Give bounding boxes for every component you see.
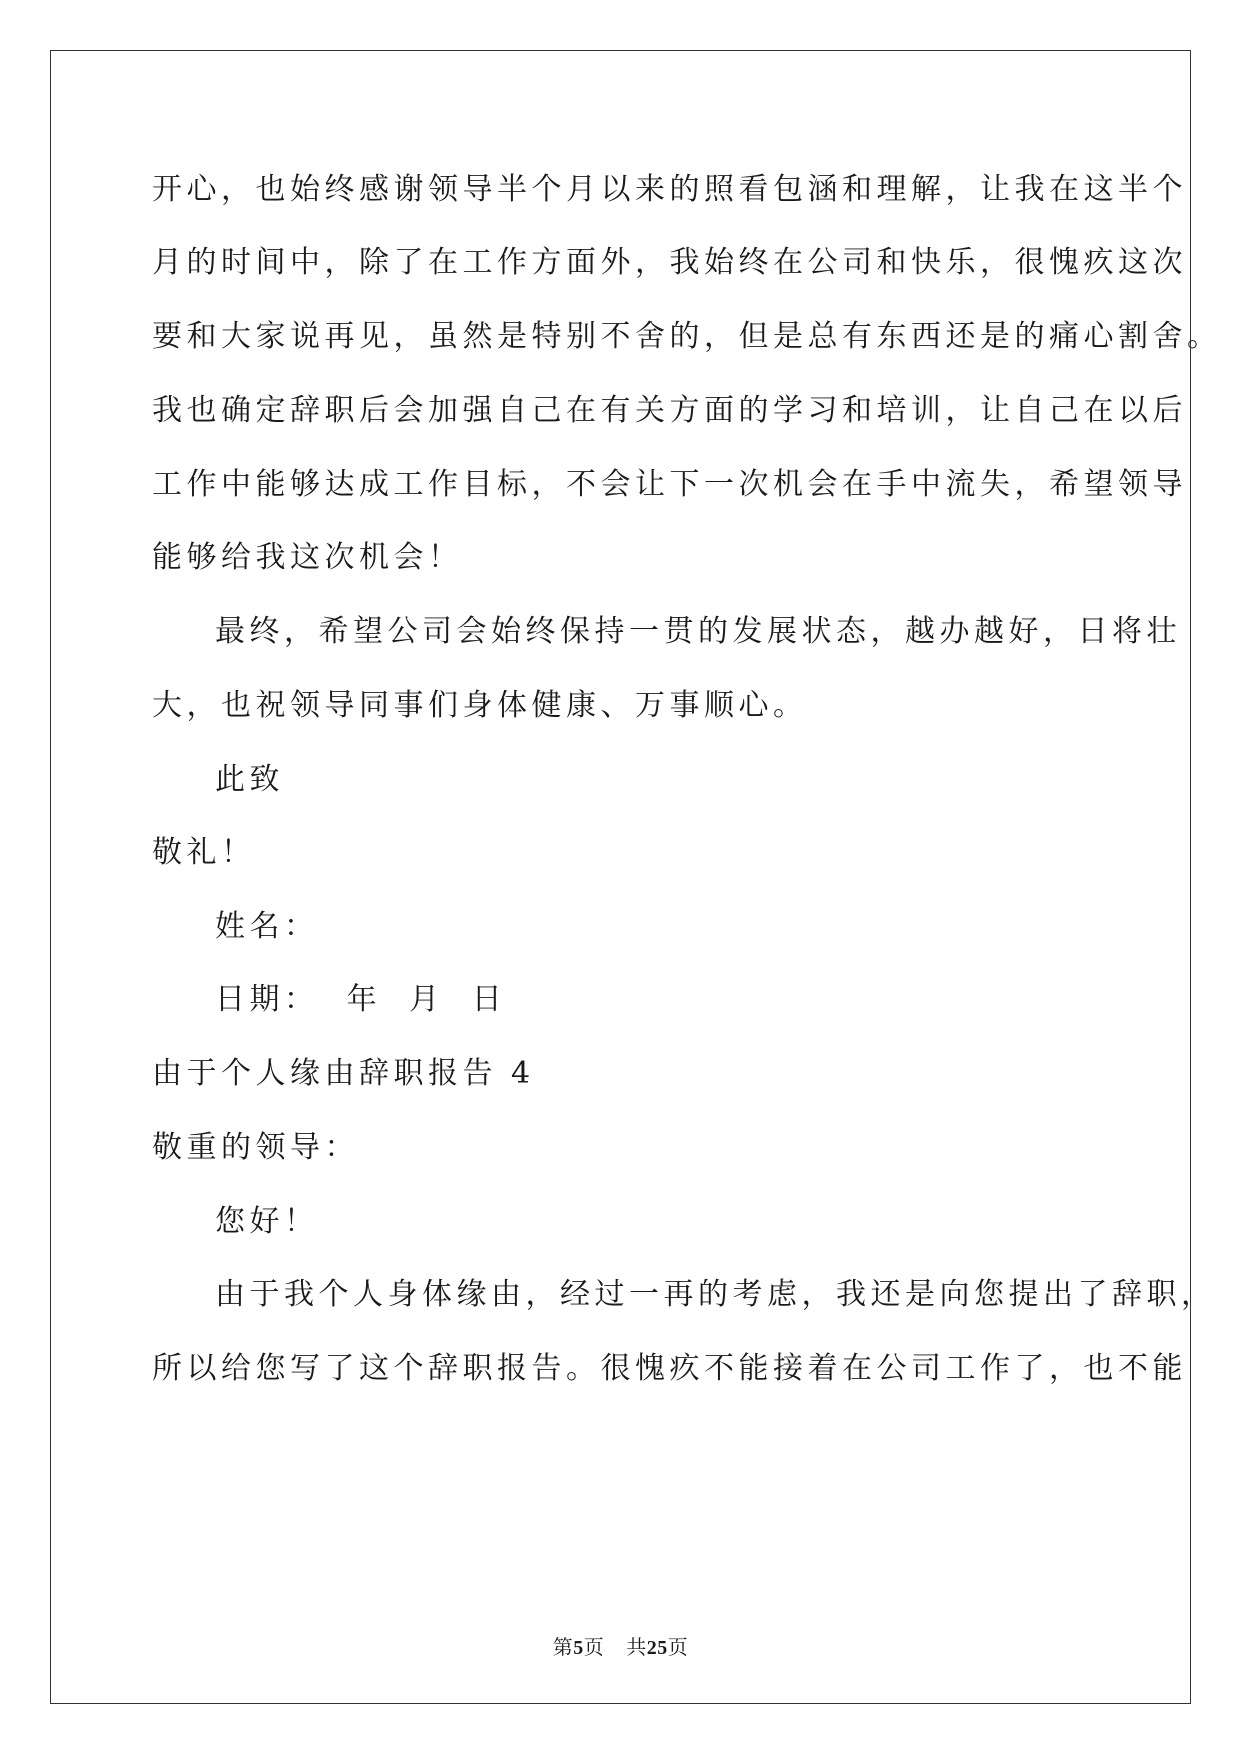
- signature-name-label: 姓名：: [215, 909, 319, 944]
- page-footer: [0, 1634, 1241, 1661]
- body-line: 由于我个人身体缘由，经过一再的考虑，我还是向您提出了辞职，: [215, 1277, 1216, 1312]
- page-number: 5: [573, 1637, 584, 1659]
- closing-regards: 敬礼！: [152, 835, 256, 870]
- closing-salutation: 此致: [215, 762, 284, 797]
- body-line: 最终，希望公司会始终保持一贯的发展状态，越办越好，日将壮: [215, 614, 1181, 649]
- greeting: 您好！: [215, 1204, 319, 1239]
- body-line: 我也确定辞职后会加强自己在有关方面的学习和培训，让自己在以后: [152, 393, 1187, 428]
- signature-date-label: 日期： 年 月 日: [215, 982, 507, 1017]
- body-line: 所以给您写了这个辞职报告。很愧疚不能接着在公司工作了，也不能: [152, 1351, 1187, 1386]
- body-line: 月的时间中，除了在工作方面外，我始终在公司和快乐，很愧疚这次: [152, 245, 1187, 280]
- body-line: 要和大家说再见，虽然是特别不舍的，但是总有东西还是的痛心割舍。: [152, 319, 1222, 354]
- body-line: 开心，也始终感谢领导半个月以来的照看包涵和理解，让我在这半个: [152, 172, 1187, 207]
- page-prefix: 第: [552, 1635, 574, 1659]
- section-heading: 由于个人缘由辞职报告 4: [152, 1056, 535, 1091]
- greeting-addressee: 敬重的领导：: [152, 1130, 359, 1165]
- body-line: 能够给我这次机会！: [152, 540, 463, 575]
- page-border: [50, 50, 1191, 1704]
- total-prefix: 共: [626, 1635, 647, 1659]
- body-line: 工作中能够达成工作目标，不会让下一次机会在手中流失，希望领导: [152, 467, 1187, 502]
- body-line: 大，也祝领导同事们身体健康、万事顺心。: [152, 688, 808, 723]
- total-suffix: 页: [667, 1635, 689, 1659]
- page-suffix: 页: [583, 1635, 605, 1659]
- total-pages: 25: [646, 1637, 668, 1659]
